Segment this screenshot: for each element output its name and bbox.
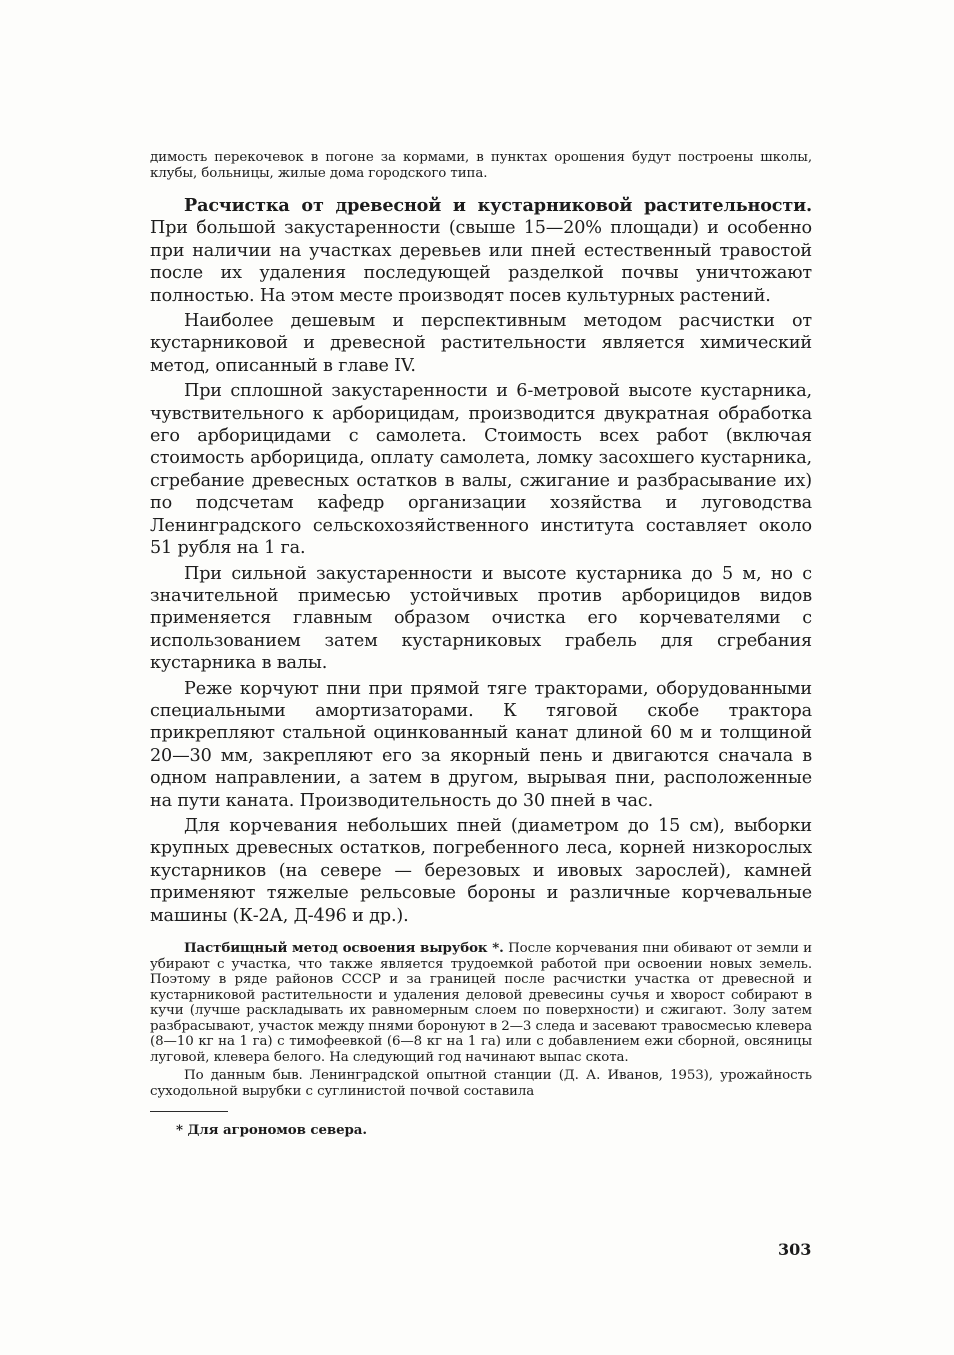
paragraph-5: Для корчевания небольших пней (диаметром до 15 см), выборки крупных древесных остатков, погребенного леса, корней низкорослых кустарников (на севере — березовых и ивовых зарослей), камней применяют тяжелые рельсовые бороны и различные корчевальные машины (К-2А, Д-496 и др.). bbox=[150, 815, 812, 926]
footnote: * Для агрономов севера. bbox=[176, 1122, 367, 1138]
small-section-paragraph bbox=[150, 941, 812, 1065]
paragraph-4: Реже корчуют пни при прямой тяге тракторами, оборудованными специальными амортизаторами. К тяговой скобе трактора прикрепляют стальной оцинкованный канат длиной 60 м и толщиной 20—30 мм, закрепляют его за якорный пень и двигаются сначала в одном направлении, а затем в другом, вырывая пни, расположенные на пути каната. Производительность до 30 пней в час. bbox=[150, 678, 812, 811]
page-body bbox=[150, 150, 812, 1139]
section-paragraph bbox=[150, 195, 812, 307]
intro-paragraph: димость перекочевок в погоне за кормами, в пунктах орошения будут построены школы, клубы, больницы, жилые дома городского типа. bbox=[150, 150, 812, 181]
paragraph-3: При сильной закустаренности и высоте кустарника до 5 м, но с значительной примесью устойчивых против арборицидов видов применяется главным образом очистка его корчевателями с использованием затем кустарниковых грабель для сгребания кустарника в валы. bbox=[150, 563, 812, 674]
paragraph-1: Наиболее дешевым и перспективным методом расчистки от кустарниковой и древесной растительности является химический метод, описанный в главе IV. bbox=[150, 311, 812, 376]
paragraph-2: При сплошной закустаренности и 6-метровой высоте кустарника, чувствительного к арборицидам, производится двукратная обработка его арборицидами с самолета. Стоимость всех работ (включая стоимость арборицида, оплату самолета, ломку засохшего кустарника, сгребание древесных остатков в валы, сжигание и разбрасывание их) по подсчетам кафедр организации хозяйства и луговодства Ленинградского сельскохозяйственного института составляет около 51 рубля на 1 га. bbox=[150, 381, 812, 559]
footnote-divider bbox=[150, 1111, 228, 1112]
section-heading: Расчистка от древесной и кустарниковой растительности. bbox=[184, 195, 812, 216]
small-section-heading: Пастбищный метод освоения вырубок *. bbox=[184, 940, 504, 956]
page-number: 303 bbox=[778, 1240, 812, 1259]
section-text: При большой закустаренности (свыше 15—20% площади) и особенно при наличии на участках деревьев или пней естественный травостой после их удаления последующей разделкой почвы уничтожают полностью. На этом месте производят посев культурных растений. bbox=[150, 218, 812, 306]
small-paragraph: По данным быв. Ленинградской опытной станции (Д. А. Иванов, 1953), урожайность суходольной вырубки с суглинистой почвой составила bbox=[150, 1068, 812, 1099]
small-section-text: После корчевания пни обивают от земли и убирают с участка, что также является трудоемкой работой при освоении новых земель. Поэтому в ряде районов СССР и за границей после расчистки участка от древесной и кустарниковой растительности и удаления деловой древесины сучья и хворост собирают в кучи (лучше раскладывать их равномерным слоем по поверхности) и сжигают. Золу затем разбрасывают, участок между пнями боронуют в 2—3 следа и засевают травосмесью клевера (8—10 кг на 1 га) с тимофеевкой (6—8 кг на 1 га) или с добавлением ежи сборной, овсяницы луговой, клевера белого. На следующий год начинают выпас скота. bbox=[150, 941, 812, 1065]
